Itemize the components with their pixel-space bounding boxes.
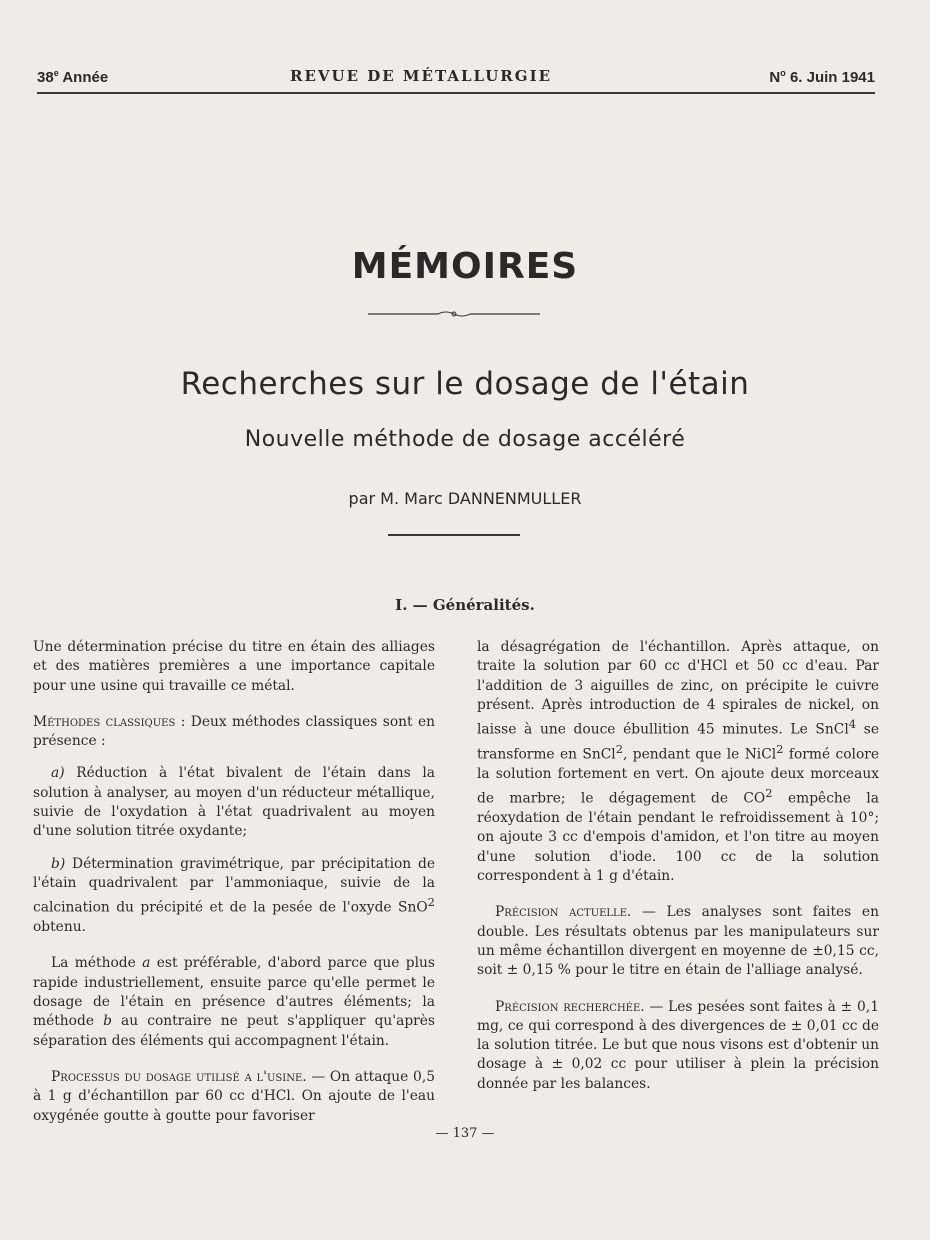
ornament-divider bbox=[368, 309, 540, 319]
title-rule bbox=[388, 534, 520, 536]
paragraph-intro: Une détermination précise du titre en étain des alliages et des matières premières a une importance capitale pour une usine qui travaille ce métal. bbox=[33, 639, 435, 694]
running-head bbox=[37, 66, 875, 94]
paragraph-process-cont: la désagrégation de l'échantillon. Après attaque, on traite la solution par 60 cc d'HCl et 50 cc d'eau. Par l'addition de 3 aiguilles de zinc, on précipite le cuivre présent. Après introduction de 4 spirales de nickel, on laisse à une douce ébullition 45 minutes. Le SnCl$^4$ se transforme en SnCl$^2$, pendant que le NiCl$^2$ formé colore la solution fortement en vert. On ajoute deux morceaux de marbre; le dégagement de $CO^2$ empêche la réoxydation de l'étain pendant le refroidissement à 10°; on ajoute 3 cc d'empois d'amidon, et l'on titre au moyen d'une solution d'iode. 100 cc de la solution correspondent à 1 g d'étain. bbox=[477, 639, 880, 885]
right-column bbox=[477, 638, 879, 1094]
paragraph-current-precision: Précision actuelle. — Les analyses sont faites en double. Les résultats obtenus par les manipulateurs sur un même échantillon divergent en moyenne de ±0,15 cc, soit ± 0,15 % pour le titre en étain de l'alliage analysé. bbox=[477, 904, 879, 979]
issue-label: $N^o$ 6. Juin 1941 bbox=[769, 68, 875, 86]
paragraph-methods: Méthodes classiques : Deux méthodes classiques sont en présence : bbox=[33, 713, 436, 750]
left-column bbox=[33, 638, 435, 1126]
section-title: MÉMOIRES bbox=[351, 246, 579, 287]
page-number: — 137 — bbox=[435, 1126, 495, 1141]
paragraph-target-precision: Précision recherchée. — Les pesées sont faites à ± 0,1 mg, ce qui correspond à des divergences de ± 0,01 cc de la solution titrée. Le but que nous visons est d'obtenir un dosage à ± 0,02 cc pour utiliser à plein la précision donnée par les balances. bbox=[477, 998, 879, 1092]
paragraph-process: Processus du dosage utilisé a l'usine. — On attaque 0,5 à 1 g d'échantillon par 60 cc d'HCl. On ajoute de l'eau oxygénée goutte à goutte pour favoriser bbox=[33, 1068, 435, 1124]
journal-name: REVUE DE MÉTALLURGIE bbox=[290, 67, 553, 85]
paragraph-comparison: La méthode a est préférable, d'abord parce que plus rapide industriellement, ensuite parce qu'elle permet le dosage de l'étain en présence d'autres éléments; la méthode b au contraire ne peut s'appliquer qu'après séparation des éléments qui accompagnent l'étain. bbox=[33, 955, 435, 1049]
article-subtitle: Nouvelle méthode de dosage accéléré bbox=[244, 427, 686, 452]
article-title: Recherches sur le dosage de l'étain bbox=[180, 366, 750, 402]
author-byline: par M. Marc DANNENMULLER bbox=[348, 489, 582, 508]
paragraph-method-a: a) Réduction à l'état bivalent de l'étain dans la solution à analyser, au moyen d'un réducteur métallique, suivie de l'oxydation à l'état quadrivalent au moyen d'une solution titrée oxydante; bbox=[33, 765, 435, 840]
paragraph-method-b: b) Détermination gravimétrique, par précipitation de l'étain quadrivalent par l'ammoniaque, suivie de la calcination du précipité et de la pesée de l'oxyde SnO$^2$ obtenu. bbox=[33, 855, 435, 936]
volume-label: 38e Année bbox=[37, 68, 109, 86]
section-heading: I. — Généralités. bbox=[395, 596, 535, 614]
